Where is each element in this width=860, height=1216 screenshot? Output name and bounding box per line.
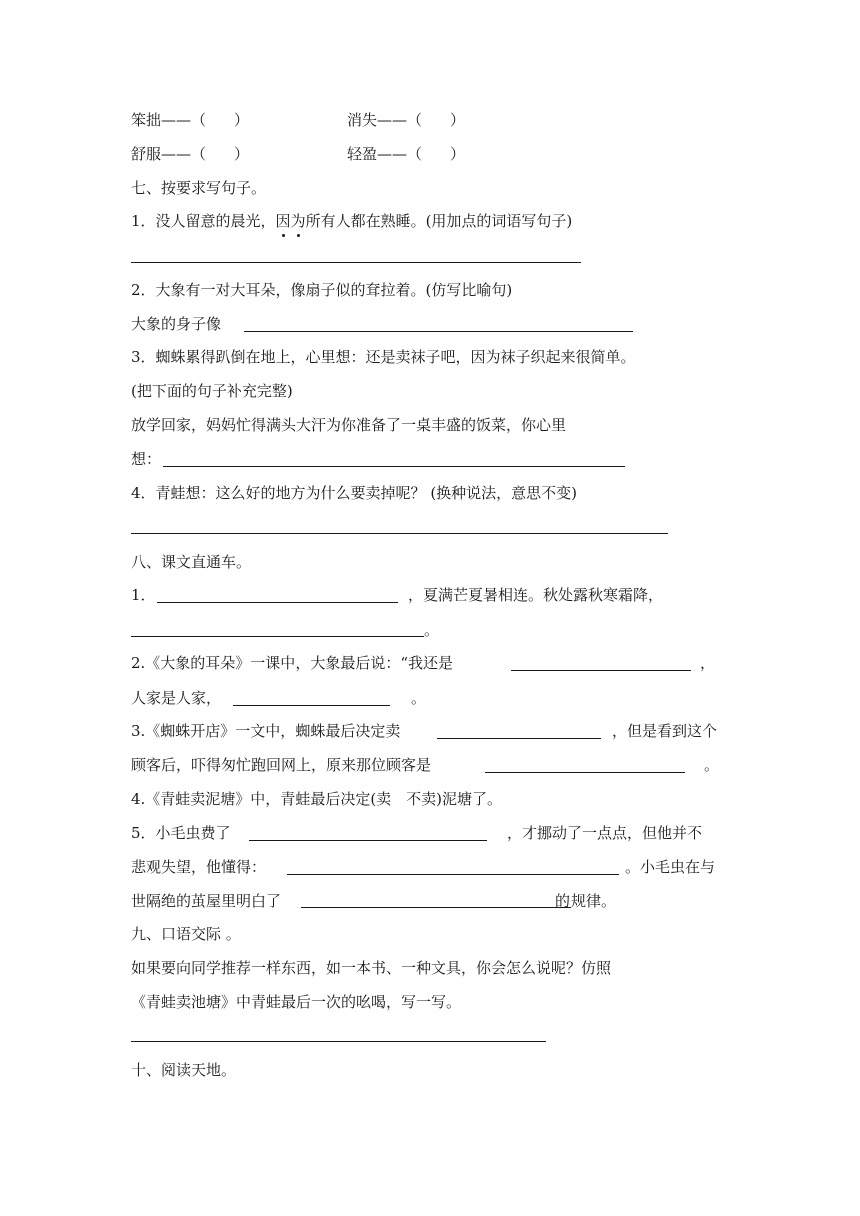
s8-q3-line1: 3.《蜘蛛开店》一文中，蜘蛛最后决定卖 [131, 722, 401, 740]
s7-question-1: 1．没人留意的晨光，因为所有人都在熟睡。(用加点的词语写句子) [131, 212, 573, 230]
emphasis-dot-char: 因 [275, 212, 291, 230]
s7-question-3: 3．蜘蛛累得趴倒在地上，心里想：还是卖袜子吧，因为袜子织起来很简单。 [131, 348, 636, 366]
s8-q5-de: 的 [555, 892, 571, 910]
s7-question-4: 4．青蛙想：这么好的地方为什么要卖掉呢？ (换种说法，意思不变) [131, 484, 578, 502]
section-10-title: 十、阅读天地。 [131, 1061, 237, 1079]
emphasis-dot-char: 为 [290, 212, 306, 230]
section-8-title: 八、课文直通车。 [131, 553, 252, 571]
answer-line[interactable] [131, 636, 424, 637]
s8-q5-line2-end: 。小毛虫在与 [625, 858, 716, 876]
antonym-disappear: 消失——（ ） [347, 111, 466, 129]
answer-line[interactable] [163, 466, 625, 467]
s8-q5-line3: 世隔绝的茧屋里明白了 [131, 892, 282, 910]
answer-line[interactable] [437, 738, 601, 739]
answer-line[interactable] [244, 331, 633, 332]
s8-q1-end: 。 [424, 621, 440, 639]
section-9-title: 九、口语交际 。 [131, 925, 241, 943]
s8-q5-end: 规律。 [571, 892, 617, 910]
antonym-word: 消失——（ [347, 111, 423, 129]
s8-q1-mid: ，夏满芒夏暑相连。秋处露秋寒霜降， [408, 586, 664, 604]
answer-line[interactable] [233, 705, 390, 706]
s9-paragraph-2: 《青蛙卖池塘》中青蛙最后一次的吆喝，写一写。 [131, 993, 462, 1011]
answer-line[interactable] [301, 907, 571, 908]
s8-q3-line2: 顾客后，吓得匆忙跑回网上，原来那位顾客是 [131, 756, 432, 774]
s7-q2-prefix: 大象的身子像 [131, 315, 222, 333]
s8-question-4: 4.《青蛙卖泥塘》中，青蛙最后决定(卖 不卖)泥塘了。 [131, 790, 503, 808]
s8-q2-line1: 2.《大象的耳朵》一课中，大象最后说：“我还是 [131, 654, 453, 672]
s7-question-2: 2．大象有一对大耳朵，像扇子似的耷拉着。(仿写比喻句) [131, 281, 513, 299]
antonym-word: 笨拙——（ [131, 111, 207, 129]
answer-line[interactable] [131, 533, 668, 534]
s8-q5-line1-end: ，才挪动了一点点，但他并不 [507, 824, 703, 842]
s7-q3-note: (把下面的句子补充完整) [131, 382, 293, 400]
section-7-title: 七、按要求写句子。 [131, 179, 267, 197]
answer-line[interactable] [485, 772, 685, 773]
s8-q2-line2: 人家是人家， [131, 689, 222, 707]
antonym-comfortable: 舒服——（ ） [131, 145, 250, 163]
answer-line[interactable] [249, 840, 487, 841]
s8-q2-comma: ， [700, 654, 716, 672]
antonym-light: 轻盈——（ ） [347, 145, 466, 163]
s7-q3-text: 放学回家，妈妈忙得满头大汗为你准备了一桌丰盛的饭菜，你心里 [131, 416, 567, 434]
antonym-word: 轻盈——（ [347, 145, 423, 163]
s8-q1-num: 1． [131, 586, 156, 604]
s8-q5-line1: 5．小毛虫费了 [131, 824, 231, 842]
s8-q3-line1-end: ，但是看到这个 [612, 722, 718, 740]
s8-q5-line2: 悲观失望，他懂得： [131, 858, 267, 876]
antonym-word: 舒服——（ [131, 145, 207, 163]
s9-paragraph-1: 如果要向同学推荐一样东西，如一本书、一种文具，你会怎么说呢？仿照 [131, 959, 612, 977]
answer-line[interactable] [131, 1041, 546, 1042]
antonym-clumsy: 笨拙——（ ） [131, 111, 250, 129]
s7-q3-prefix: 想： [131, 450, 162, 468]
answer-line[interactable] [131, 262, 581, 263]
s8-q3-end: 。 [704, 756, 720, 774]
answer-line[interactable] [157, 602, 398, 603]
answer-line[interactable] [511, 670, 691, 671]
s8-q2-end: 。 [411, 689, 427, 707]
answer-line[interactable] [287, 874, 619, 875]
